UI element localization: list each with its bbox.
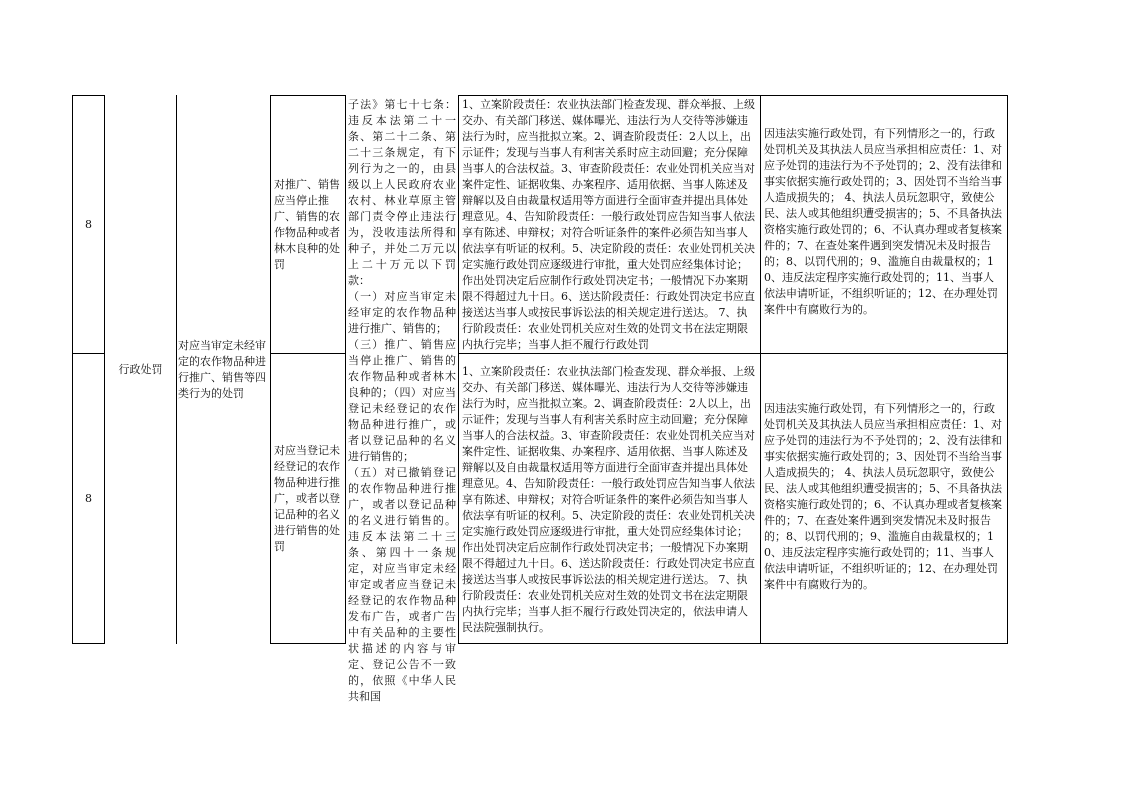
row2-bottom-border-main [458, 643, 1007, 644]
row2-bottom-border-number [72, 643, 104, 644]
legal-basis-cell [348, 97, 456, 703]
row1-top-border-main [458, 95, 1007, 96]
legal-basis-paragraph-1: 子法》第七十七条：违反本法第二十一条、第二十二条、第二十三条规定，有下列行为之一的，由县级以上人民政府农业农村、林业草原主管部门责令停止违法行为，没收违法所得和种子，并处二万元以上二十万元以下罚款： [348, 98, 456, 287]
row2-responsibility-cell [462, 364, 756, 642]
category-cell [105, 96, 176, 643]
row2-number-cell [73, 354, 104, 643]
legal-basis-paragraph-4: （五）对已撤销登记的农作物品种进行推广，或者以登记品种的名义进行销售的。违反本法第二十三条、第四十一条规定，对应当审定未经审定或者应当登记未经登记的农作物品种发布广告，或者广告中有关品种的主要性状描述的内容与审定、登记公告不一致的，依照《中华人民共和国 [348, 466, 456, 703]
column-divider-item [270, 95, 271, 644]
row2-responsibility: 1、立案阶段责任：农业执法部门检查发现、群众举报、上级交办、有关部门移送、媒体曝光、违法行为人交待等涉嫌违法行为时，应当批拟立案。2、调查阶段责任：2人以上，出示证件；发现与当事人有利害关系时应主动回避；充分保障当事人的合法权益。3、审查阶段责任：农业处罚机关应当对案件定性、证据收集、办案程序、适用依据、当事人陈述及辩解以及自由裁量权适用等方面进行全面审查并提出具体处理意见。4、告知阶段责任：一般行政处罚应告知当事人依法享有陈述、申辩权；对符合听证条件的案件必须告知当事人依法享有听证的权利。5、决定阶段的责任：农业处罚机关决定实施行政处罚应逐级进行审批，重大处罚应经集体讨论；作出处罚决定后应制作行政处罚决定书；一般情况下办案期限不得超过九十日。6、送达阶段责任：行政处罚决定书应直接送达当事人或按民事诉讼法的相关规定进行送达。 7、执行阶段责任：农业处罚机关应对生效的处罚文书在法定期限内执行完毕；当事人拒不履行行政处罚决定的，依法申请人民法院强制执行。 [462, 365, 755, 634]
category: 行政处罚 [118, 362, 163, 376]
row1-number-cell [73, 96, 104, 353]
row2-accountability-cell [764, 401, 1004, 621]
item-name: 对应当审定未经审定的农作物品种进行推广、销售等四类行为的处罚 [178, 338, 266, 400]
row1-sub-item: 对推广、销售应当停止推广、销售的农作物品种或者林木良种的处罚 [274, 177, 340, 271]
column-divider-responsibility [760, 95, 761, 644]
row2-number: 8 [85, 491, 92, 505]
row2-sub-item-cell [274, 354, 344, 643]
row1-accountability: 因违法实施行政处罚，有下列情形之一的，行政处罚机关及其执法人员应当承担相应责任：1、对应予处罚的违法行为不予处罚的；2、没有法律和事实依据实施行政处罚的；3、因处罚不当给当事人造成损失的； 4、执法人员玩忽职守，致使公民、法人或其他组织遭受损害的；5、不具备执法资格实施行政处罚的；6、不认真办理或者复核案件的；7、在查处案件遇到突发情况未及时报告的；8、以罚代刑的；9、滥施自由裁量权的；10、违反法定程序实施行政处罚的；11、当事人依法申请听证，不组织听证的；12、在办理处罚案件中有腐败行为的。 [764, 127, 1002, 316]
row1-number: 8 [85, 217, 92, 231]
row2-accountability: 因违法实施行政处罚，有下列情形之一的，行政处罚机关及其执法人员应当承担相应责任：1、对应予处罚的违法行为不予处罚的；2、没有法律和事实依据实施行政处罚的；3、因处罚不当给当事人造成损失的； 4、执法人员玩忽职守，致使公民、法人或其他组织遭受损害的；5、不具备执法资格实施行政处罚的；6、不认真办理或者复核案件的；7、在查处案件遇到突发情况未及时报告的；8、以罚代刑的；9、滥施自由裁量权的；10、违反法定程序实施行政处罚的；11、当事人依法申请听证，不组织听证的；12、在办理处罚案件中有腐败行为的。 [764, 402, 1002, 591]
column-divider-basis [458, 95, 459, 644]
row1-responsibility-cell [462, 97, 756, 352]
row-divider-main [458, 353, 1007, 354]
item-name-cell [178, 96, 268, 643]
row1-sub-item-cell [274, 96, 344, 353]
row2-sub-item: 对应当登记未经登记的农作物品种进行推广，或者以登记品种的名义进行销售的处罚 [274, 443, 340, 553]
column-divider-category [176, 95, 177, 644]
legal-basis-paragraph-2: （一）对应当审定未经审定的农作物品种进行推广、销售的； [348, 290, 456, 335]
row2-bottom-border-subitem [270, 643, 345, 644]
row1-accountability-cell [764, 126, 1004, 346]
table-right-border [1007, 95, 1008, 644]
column-divider-subitem [345, 95, 346, 644]
row1-responsibility: 1、立案阶段责任：农业执法部门检查发现、群众举报、上级交办、有关部门移送、媒体曝光、违法行为人交待等涉嫌违法行为时，应当批拟立案。2、调查阶段责任：2人以上，出示证件；发现与当事人有利害关系时应主动回避；充分保障当事人的合法权益。3、审查阶段责任：农业处罚机关应当对案件定性、证据收集、办案程序、适用依据、当事人陈述及辩解以及自由裁量权适用等方面进行全面审查并提出具体处理意见。4、告知阶段责任：一般行政处罚应告知当事人依法享有陈述、申辩权；对符合听证条件的案件必须告知当事人依法享有听证的权利。5、决定阶段的责任：农业处罚机关决定实施行政处罚应逐级进行审批，重大处罚应经集体讨论；作出处罚决定后应制作行政处罚决定书；一般情况下办案期限不得超过九十日。6、送达阶段责任：行政处罚决定书应直接送达当事人或按民事诉讼法的相关规定进行送达。 7、执行阶段责任：农业处罚机关应对生效的处罚文书在法定期限内执行完毕；当事人拒不履行行政处罚 [462, 98, 755, 351]
legal-basis-paragraph-3: （三）推广、销售应当停止推广、销售的农作物品种或者林木良种的；（四）对应当登记未经登记的农作物品种进行推广，或者以登记品种的名义进行销售的； [348, 338, 456, 463]
